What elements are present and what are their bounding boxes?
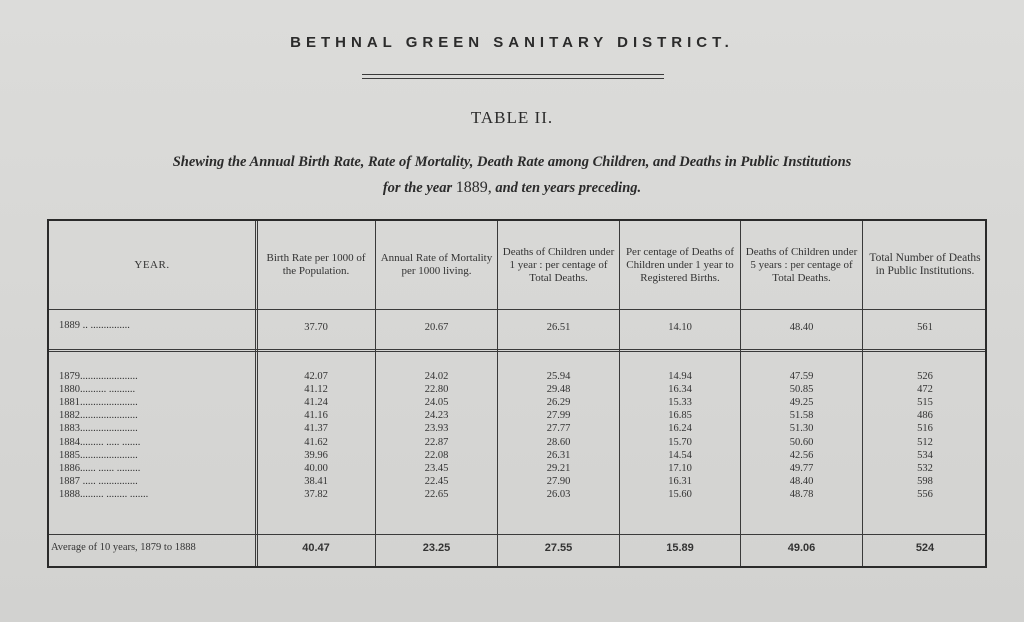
average-child-deaths-under-5: 49.06 [787, 542, 816, 554]
table-subtitle [20, 150, 1004, 201]
row-year-label: 1886...... ...... ......... [59, 463, 141, 474]
row-birth-rate: 41.12 [304, 384, 328, 395]
current-year-label: 1889 .. ............... [59, 320, 130, 331]
row-mortality-rate: 22.80 [424, 384, 449, 395]
row-mortality-rate: 23.93 [424, 423, 449, 434]
row-birth-rate: 38.41 [304, 476, 328, 487]
header-child-deaths-under-5: Deaths of Children under 5 years : per centage of Total Deaths. [745, 245, 858, 284]
row-birth-rate: 42.07 [304, 371, 328, 382]
header-birth-rate: Birth Rate per 1000 of the Population. [266, 252, 366, 277]
header-child-deaths-to-births: Per centage of Deaths of Children under 1 year to Registered Births. [625, 245, 735, 284]
row-year-label: 1885...................... [59, 450, 138, 461]
current-year-rule [49, 349, 985, 352]
row-child-deaths-under-5: 48.40 [789, 476, 814, 487]
row-public-institution-deaths: 598 [917, 476, 933, 487]
row-public-institution-deaths: 515 [917, 397, 933, 408]
average-child-deaths-to-births: 15.89 [666, 542, 694, 554]
row-public-institution-deaths: 472 [917, 384, 933, 395]
row-child-deaths-to-births: 15.33 [668, 397, 692, 408]
row-child-deaths-to-births: 14.94 [668, 371, 692, 382]
row-child-deaths-to-births: 14.54 [668, 450, 692, 461]
row-mortality-rate: 24.05 [424, 397, 449, 408]
row-year-label: 1882...................... [59, 410, 138, 421]
row-birth-rate: 39.96 [304, 450, 328, 461]
average-mortality-rate: 23.25 [422, 542, 451, 554]
row-public-institution-deaths: 556 [917, 489, 933, 500]
header-year: YEAR. [134, 258, 170, 271]
row-child-deaths-under-5: 49.25 [789, 397, 814, 408]
row-mortality-rate: 24.23 [424, 410, 449, 421]
row-child-deaths-to-births: 16.34 [668, 384, 692, 395]
average-label: Average of 10 years, 1879 to 1888 [51, 542, 196, 553]
row-mortality-rate: 22.65 [424, 489, 449, 500]
row-birth-rate: 37.82 [304, 489, 328, 500]
row-year-label: 1887 ..... ............... [59, 476, 138, 487]
row-child-deaths-to-births: 15.60 [668, 489, 692, 500]
district-heading: BETHNAL GREEN SANITARY DISTRICT. [290, 34, 734, 51]
row-public-institution-deaths: 526 [917, 371, 933, 382]
row-child-deaths-under-1: 29.21 [546, 463, 571, 474]
row-mortality-rate: 22.87 [424, 437, 449, 448]
row-child-deaths-to-births: 16.85 [668, 410, 692, 421]
row-child-deaths-under-5: 42.56 [789, 450, 814, 461]
row-public-institution-deaths: 516 [917, 423, 933, 434]
current-child-deaths-to-births: 14.10 [668, 322, 692, 333]
row-birth-rate: 41.16 [304, 410, 328, 421]
row-child-deaths-under-1: 27.99 [546, 410, 571, 421]
row-public-institution-deaths: 512 [917, 437, 933, 448]
row-mortality-rate: 24.02 [424, 371, 449, 382]
row-year-label: 1883...................... [59, 423, 138, 434]
subtitle-line-2-post: and ten years preceding. [495, 180, 642, 196]
row-child-deaths-under-5: 50.60 [789, 437, 814, 448]
row-child-deaths-under-5: 48.78 [789, 489, 814, 500]
row-child-deaths-under-5: 51.58 [789, 410, 814, 421]
row-public-institution-deaths: 534 [917, 450, 933, 461]
row-mortality-rate: 22.08 [424, 450, 449, 461]
title-rule [362, 74, 664, 75]
row-public-institution-deaths: 532 [917, 463, 933, 474]
row-birth-rate: 41.37 [304, 423, 328, 434]
row-year-label: 1884......... ..... ....... [59, 437, 141, 448]
row-child-deaths-under-1: 28.60 [546, 437, 571, 448]
row-mortality-rate: 22.45 [424, 476, 449, 487]
current-child-deaths-under-5: 48.40 [789, 322, 814, 333]
row-child-deaths-under-1: 26.31 [546, 450, 571, 461]
row-child-deaths-to-births: 17.10 [668, 463, 692, 474]
row-child-deaths-under-1: 27.90 [546, 476, 571, 487]
average-child-deaths-under-1: 27.55 [544, 542, 573, 554]
row-birth-rate: 41.24 [304, 397, 328, 408]
header-mortality-rate: Annual Rate of Mortality per 1000 living. [380, 252, 493, 277]
row-child-deaths-under-1: 29.48 [546, 384, 571, 395]
row-mortality-rate: 23.45 [424, 463, 449, 474]
row-child-deaths-under-5: 47.59 [789, 371, 814, 382]
average-public-institution-deaths: 524 [915, 542, 935, 554]
row-child-deaths-under-5: 50.85 [789, 384, 814, 395]
row-year-label: 1881...................... [59, 397, 138, 408]
row-year-label: 1888......... ........ ....... [59, 489, 149, 500]
row-year-label: 1880.......... .......... [59, 384, 136, 395]
subtitle-line-2 [20, 175, 1004, 201]
row-child-deaths-under-1: 25.94 [546, 371, 571, 382]
row-child-deaths-under-1: 26.03 [546, 489, 571, 500]
current-mortality-rate: 20.67 [424, 322, 449, 333]
header-rule [49, 309, 985, 310]
row-birth-rate: 41.62 [304, 437, 328, 448]
row-child-deaths-to-births: 15.70 [668, 437, 692, 448]
header-public-institution-deaths: Total Number of Deaths in Public Institutions. [869, 252, 981, 277]
row-child-deaths-under-5: 51.30 [789, 423, 814, 434]
average-birth-rate: 40.47 [302, 542, 330, 554]
row-child-deaths-under-5: 49.77 [789, 463, 814, 474]
current-child-deaths-under-1: 26.51 [546, 322, 571, 333]
subtitle-line-2-pre: for the year [382, 180, 453, 196]
statistics-table [47, 219, 987, 568]
current-birth-rate: 37.70 [304, 322, 328, 333]
row-child-deaths-under-1: 27.77 [546, 423, 571, 434]
row-child-deaths-under-1: 26.29 [546, 397, 571, 408]
row-public-institution-deaths: 486 [917, 410, 933, 421]
row-child-deaths-to-births: 16.24 [668, 423, 692, 434]
subtitle-line-1: Shewing the Annual Birth Rate, Rate of Mortality, Death Rate among Children, and Deaths in Public Institutions [172, 154, 852, 170]
row-birth-rate: 40.00 [304, 463, 328, 474]
row-year-label: 1879...................... [59, 371, 138, 382]
subtitle-year: 1889, [455, 179, 492, 196]
average-rule [49, 534, 985, 535]
row-child-deaths-to-births: 16.31 [668, 476, 692, 487]
table-title: TABLE II. [470, 108, 554, 127]
current-public-institution-deaths: 561 [917, 322, 933, 333]
title-rule [362, 78, 664, 79]
header-child-deaths-under-1: Deaths of Children under 1 year : per centage of Total Deaths. [502, 245, 615, 284]
